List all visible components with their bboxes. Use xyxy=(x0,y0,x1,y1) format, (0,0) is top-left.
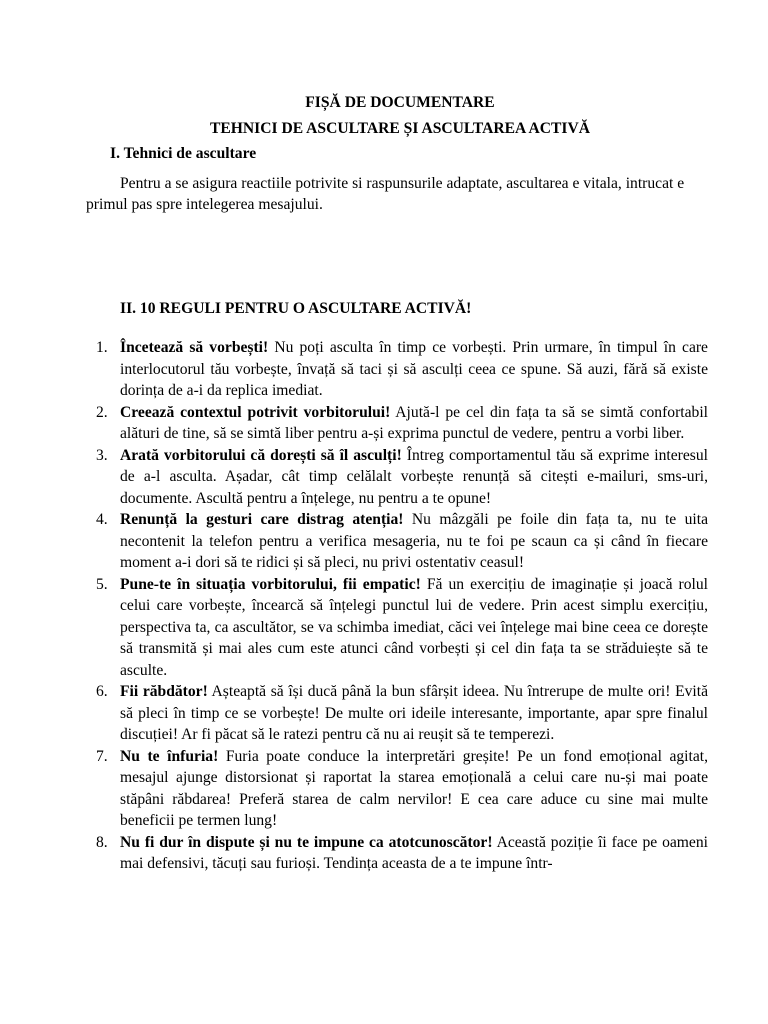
rule-number: 8. xyxy=(96,833,108,851)
rule-text: Așteaptă să își ducă până la bun sfârșit ideea. Nu întrerupe de multe ori! Evită să pleci în timp ce se vorbește! De multe ori ideile interesante, importante, apar spre finalul discuției! Ar fi păcat să le ratezi pentru că nu ai reușit să te temperezi. xyxy=(120,683,708,743)
rule-item xyxy=(96,337,708,402)
rule-number: 6. xyxy=(96,683,108,700)
rule-number: 1. xyxy=(96,339,108,356)
rule-number: 2. xyxy=(96,403,108,421)
section-2-heading: II. 10 REGULI PENTRU O ASCULTARE ACTIVĂ! xyxy=(120,299,472,317)
rule-number: 5. xyxy=(96,575,108,593)
rule-text: Fă un exercițiu de imaginație și joacă rolul celui care vorbește, încearcă să înțelegi punctul lui de vedere. Prin acest simplu exercițiu, perspectiva ta, ca ascultător, se va schimba imediat, căci vei înțelege mai bine ceea ce dorește să transmită și mai ales cum este atunci când vorbești și cel din fața ta se străduiește să te asculte. xyxy=(120,575,708,679)
rule-lead: Arată vorbitorului că dorești să îl asculți! xyxy=(120,446,402,464)
rule-text: Această poziție îi face pe oameni mai defensivi, tăcuți sau furioși. Tendința aceasta de a te impune într- xyxy=(120,833,708,872)
document-subtitle: TEHNICI DE ASCULTARE ȘI ASCULTAREA ACTIVĂ xyxy=(209,119,590,137)
rules-list xyxy=(86,337,708,875)
rule-text: Nu poți asculta în timp ce vorbești. Prin urmare, în timpul în care interlocutorul tău vorbește, învață să taci și să asculți ceea ce spune. Să auzi, fără să existe dorința de a-i da replica imediat. xyxy=(120,339,708,399)
document-title: FIȘĂ DE DOCUMENTARE xyxy=(305,94,495,111)
rule-lead: Fii răbdător! xyxy=(120,683,208,700)
rule-item xyxy=(96,402,708,445)
rule-lead: Nu fi dur în dispute și nu te impune ca atotcunoscător! xyxy=(120,833,493,851)
rule-item xyxy=(96,509,708,574)
rule-item xyxy=(96,746,708,832)
section-1-paragraph: Pentru a se asigura reactiile potrivite si raspunsurile adaptate, ascultarea e vitala, intrucat e primul pas spre intelegerea mesajului. xyxy=(86,174,685,213)
rule-item xyxy=(96,681,708,746)
rule-item xyxy=(96,445,708,510)
rule-lead: Încetează să vorbești! xyxy=(120,339,269,356)
rule-number: 7. xyxy=(96,747,108,765)
rule-number: 3. xyxy=(96,446,108,464)
rule-number: 4. xyxy=(96,511,108,528)
rule-lead: Creează contextul potrivit vorbitorului! xyxy=(120,403,391,421)
rule-lead: Renunță la gesturi care distrag atenția! xyxy=(120,511,404,528)
rule-text: Nu mâzgăli pe foile din fața ta, nu te uita necontenit la telefon pentru a verifica mesageria, nu te foi pe scaun ca și când în fiecare moment a-i dori să te ridici și să pleci, nu privi ostentativ ceasul! xyxy=(120,511,708,571)
rule-item xyxy=(96,574,708,682)
rule-text: Ajută-l pe cel din fața ta să se simtă confortabil alături de tine, să se simtă liber pentru a-și exprima punctul de vedere, pentru a vorbi liber. xyxy=(120,403,708,442)
rule-item xyxy=(96,832,708,875)
rule-text: Întreg comportamentul tău să exprime interesul de a-l asculta. Așadar, cât timp celălalt vorbește renunță să citești e-mailuri, sms-uri, documente. Ascultă pentru a înțelege, nu pentru a te opune! xyxy=(120,446,708,507)
rule-text: Furia poate conduce la interpretări greșite! Pe un fond emoțional agitat, mesajul ajunge distorsionat și raportat la starea emoțională a celui care nu-și mai poate stăpâni răbdarea! Preferă starea de calm nervilor! E cea care aduce cu sine mai multe beneficii pe termen lung! xyxy=(120,747,708,829)
rule-lead: Nu te înfuria! xyxy=(120,747,219,765)
section-1-heading: I. Tehnici de ascultare xyxy=(110,145,257,162)
rule-lead: Pune-te în situația vorbitorului, fii empatic! xyxy=(120,575,421,593)
